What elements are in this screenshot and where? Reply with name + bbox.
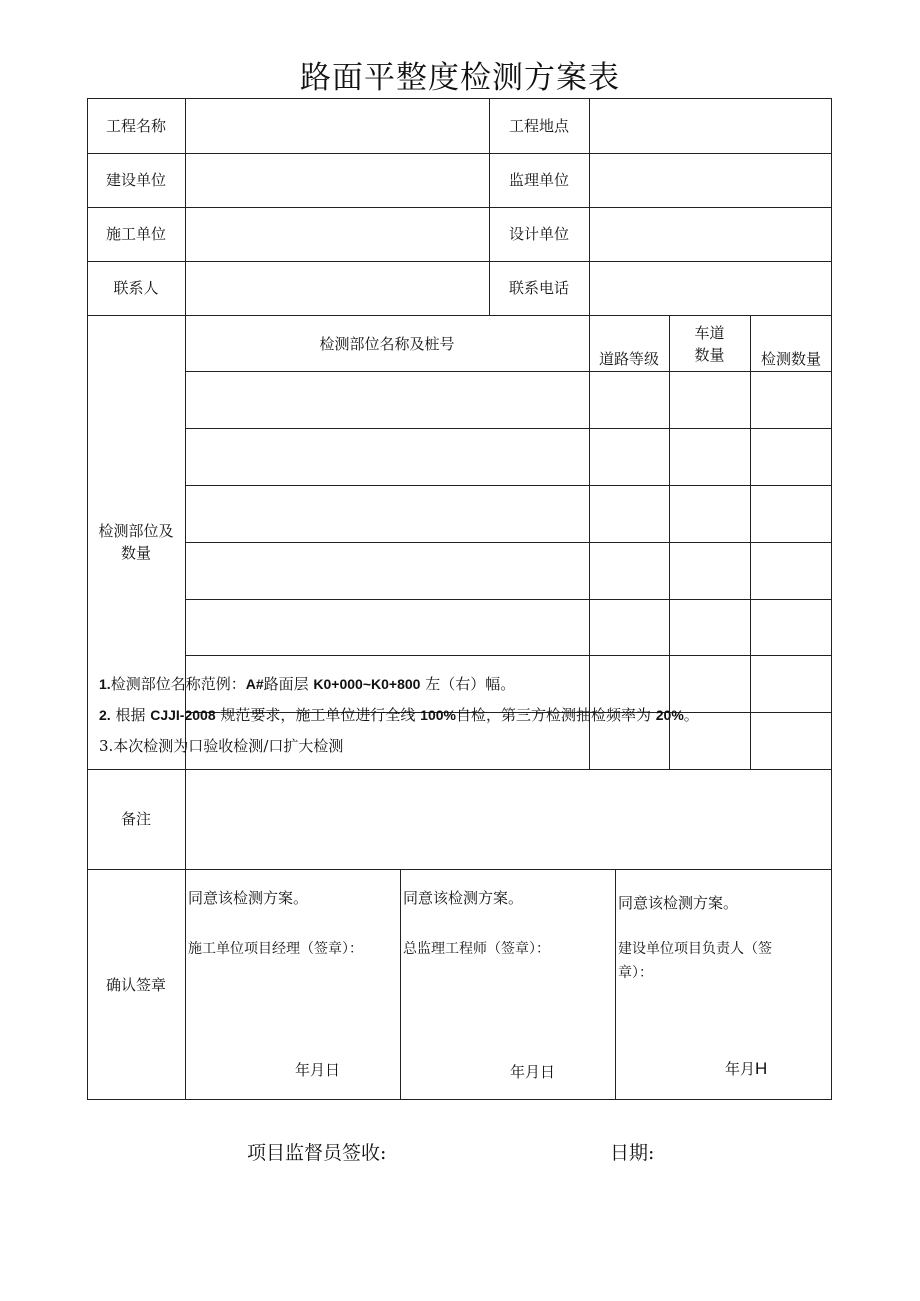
note-1-text: 路面层 xyxy=(263,675,314,693)
note-1 xyxy=(99,672,739,696)
row-divider xyxy=(185,542,832,543)
col-divider xyxy=(615,869,616,1100)
phone-label: 联系电话 xyxy=(508,279,569,297)
project-name-field[interactable] xyxy=(185,98,489,153)
col-lanes-header-line2: 数量 xyxy=(694,346,725,364)
note-2-text: 规范要求，施工单位进行全线 xyxy=(215,706,421,724)
owner-agree-text: 同意该检测方案。 xyxy=(618,894,739,912)
owner-sign-date-suffix: H xyxy=(755,1059,768,1078)
owner-role-line1: 建设单位项目负责人（签 xyxy=(618,941,772,957)
note-3: 3.本次检测为口验收检测/口扩大检测 xyxy=(99,737,344,755)
row-divider xyxy=(185,599,832,600)
note-1-range: K0+000~K0+800 xyxy=(313,676,421,692)
owner-sign-date-text: 年月 xyxy=(725,1060,756,1078)
construction-org-label: 建设单位 xyxy=(105,171,166,189)
confirm-label: 确认签章 xyxy=(105,975,166,994)
contractor-label: 施工单位 xyxy=(105,225,166,243)
project-location-field[interactable] xyxy=(589,98,832,153)
contractor-manager-signature[interactable]: 施工单位项目经理（签章）： xyxy=(188,941,363,957)
supervision-org-field[interactable] xyxy=(589,153,832,207)
notes-label: 备注 xyxy=(120,810,151,828)
project-name-label: 工程名称 xyxy=(105,116,166,135)
col-divider xyxy=(750,315,751,769)
row-divider xyxy=(185,371,832,372)
page-title: 路面平整度检测方案表 xyxy=(300,60,620,96)
note-2-percent: 20% xyxy=(655,707,684,723)
contractor-agree-text: 同意该检测方案。 xyxy=(188,889,309,907)
col-road-grade-header: 道路等级 xyxy=(598,350,659,368)
supervisor-sign-date: 年月日 xyxy=(510,1063,556,1081)
note-2-text: 。 xyxy=(683,706,699,724)
construction-org-field[interactable] xyxy=(185,153,489,207)
contractor-field[interactable] xyxy=(185,207,489,261)
col-location-header: 检测部位名称及桩号 xyxy=(319,335,455,353)
col-divider xyxy=(400,869,401,1100)
note-1-text: 检测部位名称范例： xyxy=(110,675,246,693)
row-divider xyxy=(185,655,832,656)
note-2-number: 2. xyxy=(99,707,111,723)
project-location-label: 工程地点 xyxy=(508,116,569,135)
note-1-text: 左（右）幅。 xyxy=(420,675,516,693)
contact-field[interactable] xyxy=(185,261,489,315)
phone-field[interactable] xyxy=(589,261,832,315)
design-org-field[interactable] xyxy=(589,207,832,261)
row-divider xyxy=(185,485,832,486)
note-2 xyxy=(99,703,739,727)
col-lanes-header xyxy=(669,315,750,371)
note-2-text: 根据 xyxy=(110,706,151,724)
note-2-code: CJJI-2008 xyxy=(150,707,216,723)
note-1-number: 1. xyxy=(99,676,111,692)
owner-role-line2: 章）： xyxy=(618,965,653,981)
receipt-date-label: 日期: xyxy=(610,1142,655,1164)
supervision-org-label: 监理单位 xyxy=(508,171,569,189)
owner-sign-date xyxy=(725,1057,767,1081)
row-divider xyxy=(87,869,832,870)
note-1-code: A# xyxy=(245,676,264,692)
notes-content xyxy=(99,672,739,770)
contact-label: 联系人 xyxy=(113,279,159,297)
owner-representative-signature[interactable] xyxy=(618,937,772,985)
supervisor-agree-text: 同意该检测方案。 xyxy=(403,889,524,907)
contractor-sign-date: 年月日 xyxy=(295,1061,341,1079)
inspection-section-label-line2: 数量 xyxy=(120,544,151,562)
note-2-percent: 100% xyxy=(420,707,456,723)
row-divider xyxy=(185,428,832,429)
chief-supervisor-signature[interactable]: 总监理工程师（签章）： xyxy=(403,941,550,957)
col-count-header: 检测数量 xyxy=(760,350,821,368)
inspection-section-label-line1: 检测部位及 xyxy=(98,522,174,540)
supervisor-receipt-label: 项目监督员签收: xyxy=(247,1142,387,1164)
design-org-label: 设计单位 xyxy=(508,225,569,243)
note-2-text: 自检，第三方检测抽检频率为 xyxy=(455,706,656,724)
col-lanes-header-line1: 车道 xyxy=(694,324,725,342)
